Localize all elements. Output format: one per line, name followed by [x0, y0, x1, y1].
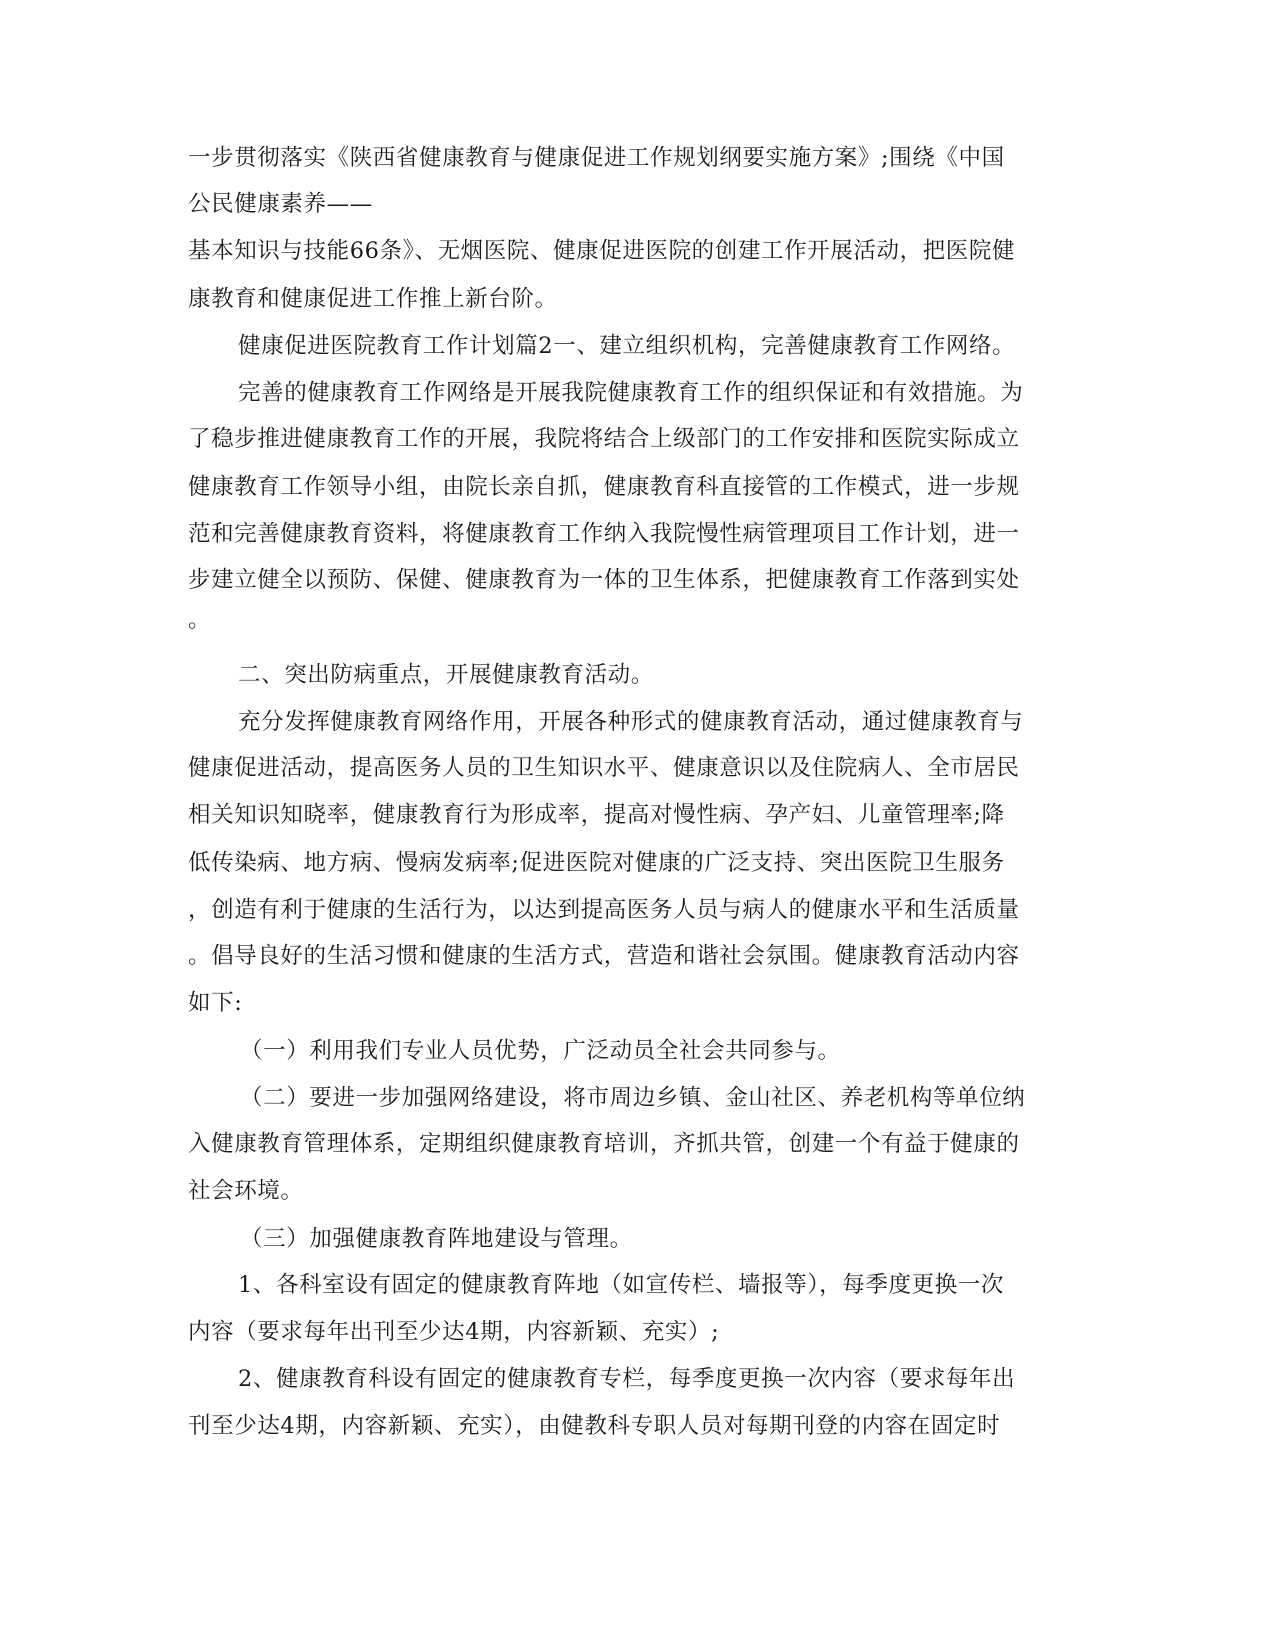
list-item: （二）要进一步加强网络建设，将市周边乡镇、金山社区、养老机构等单位纳: [240, 1085, 1026, 1111]
text-line: 。: [188, 607, 212, 633]
text-line: 基本知识与技能66条》、无烟医院、健康促进医院的创建工作开展活动，把医院健: [188, 238, 1016, 264]
text-line: ，创造有利于健康的生活行为，以达到提高医务人员与病人的健康水平和生活质量: [188, 897, 1020, 923]
text-line: 充分发挥健康教育网络作用，开展各种形式的健康教育活动，通过健康教育与: [238, 709, 1024, 735]
list-item: （一）利用我们专业人员优势，广泛动员全社会共同参与。: [240, 1038, 841, 1064]
text-line: 内容（要求每年出刊至少达4期，内容新颖、充实）;: [188, 1319, 720, 1345]
section-heading: 健康促进医院教育工作计划篇2一、建立组织机构，完善健康教育工作网络。: [238, 333, 1016, 359]
text-line: 公民健康素养——: [188, 191, 373, 217]
text-line: 健康促进活动，提高医务人员的卫生知识水平、健康意识以及住院病人、全市居民: [188, 755, 1020, 781]
text-line: 。倡导良好的生活习惯和健康的生活方式，营造和谐社会氛围。健康教育活动内容: [188, 943, 1020, 969]
text-line: 健康教育工作领导小组，由院长亲自抓，健康教育科直接管的工作模式，进一步规: [188, 474, 1020, 500]
text-line: 低传染病、地方病、慢病发病率;促进医院对健康的广泛支持、突出医院卫生服务: [188, 850, 1005, 876]
text-line: 一步贯彻落实《陕西省健康教育与健康促进工作规划纲要实施方案》;围绕《中国: [188, 145, 1005, 171]
section-heading: 二、突出防病重点，开展健康教育活动。: [238, 662, 654, 688]
list-item: 2、健康教育科设有固定的健康教育专栏，每季度更换一次内容（要求每年出: [238, 1366, 1016, 1392]
text-line: 如下:: [188, 990, 243, 1016]
text-line: 步建立健全以预防、保健、健康教育为一体的卫生体系，把健康教育工作落到实处: [188, 567, 1020, 593]
list-item: 1、各科室设有固定的健康教育阵地（如宣传栏、墙报等），每季度更换一次: [238, 1272, 1004, 1298]
text-line: 社会环境。: [188, 1178, 304, 1204]
text-line: 入健康教育管理体系，定期组织健康教育培训，齐抓共管，创建一个有益于健康的: [188, 1131, 1020, 1157]
text-line: 了稳步推进健康教育工作的开展，我院将结合上级部门的工作安排和医院实际成立: [188, 426, 1020, 452]
text-line: 相关知识知晓率，健康教育行为形成率，提高对慢性病、孕产妇、儿童管理率;降: [188, 802, 1005, 828]
text-line: 刊至少达4期，内容新颖、充实），由健教科专职人员对每期刊登的内容在固定时: [188, 1413, 1001, 1439]
text-line: 范和完善健康教育资料，将健康教育工作纳入我院慢性病管理项目工作计划，进一: [188, 521, 1020, 547]
text-line: 康教育和健康促进工作推上新台阶。: [188, 286, 558, 312]
text-line: 完善的健康教育工作网络是开展我院健康教育工作的组织保证和有效措施。为: [238, 380, 1024, 406]
list-item: （三）加强健康教育阵地建设与管理。: [240, 1226, 633, 1252]
